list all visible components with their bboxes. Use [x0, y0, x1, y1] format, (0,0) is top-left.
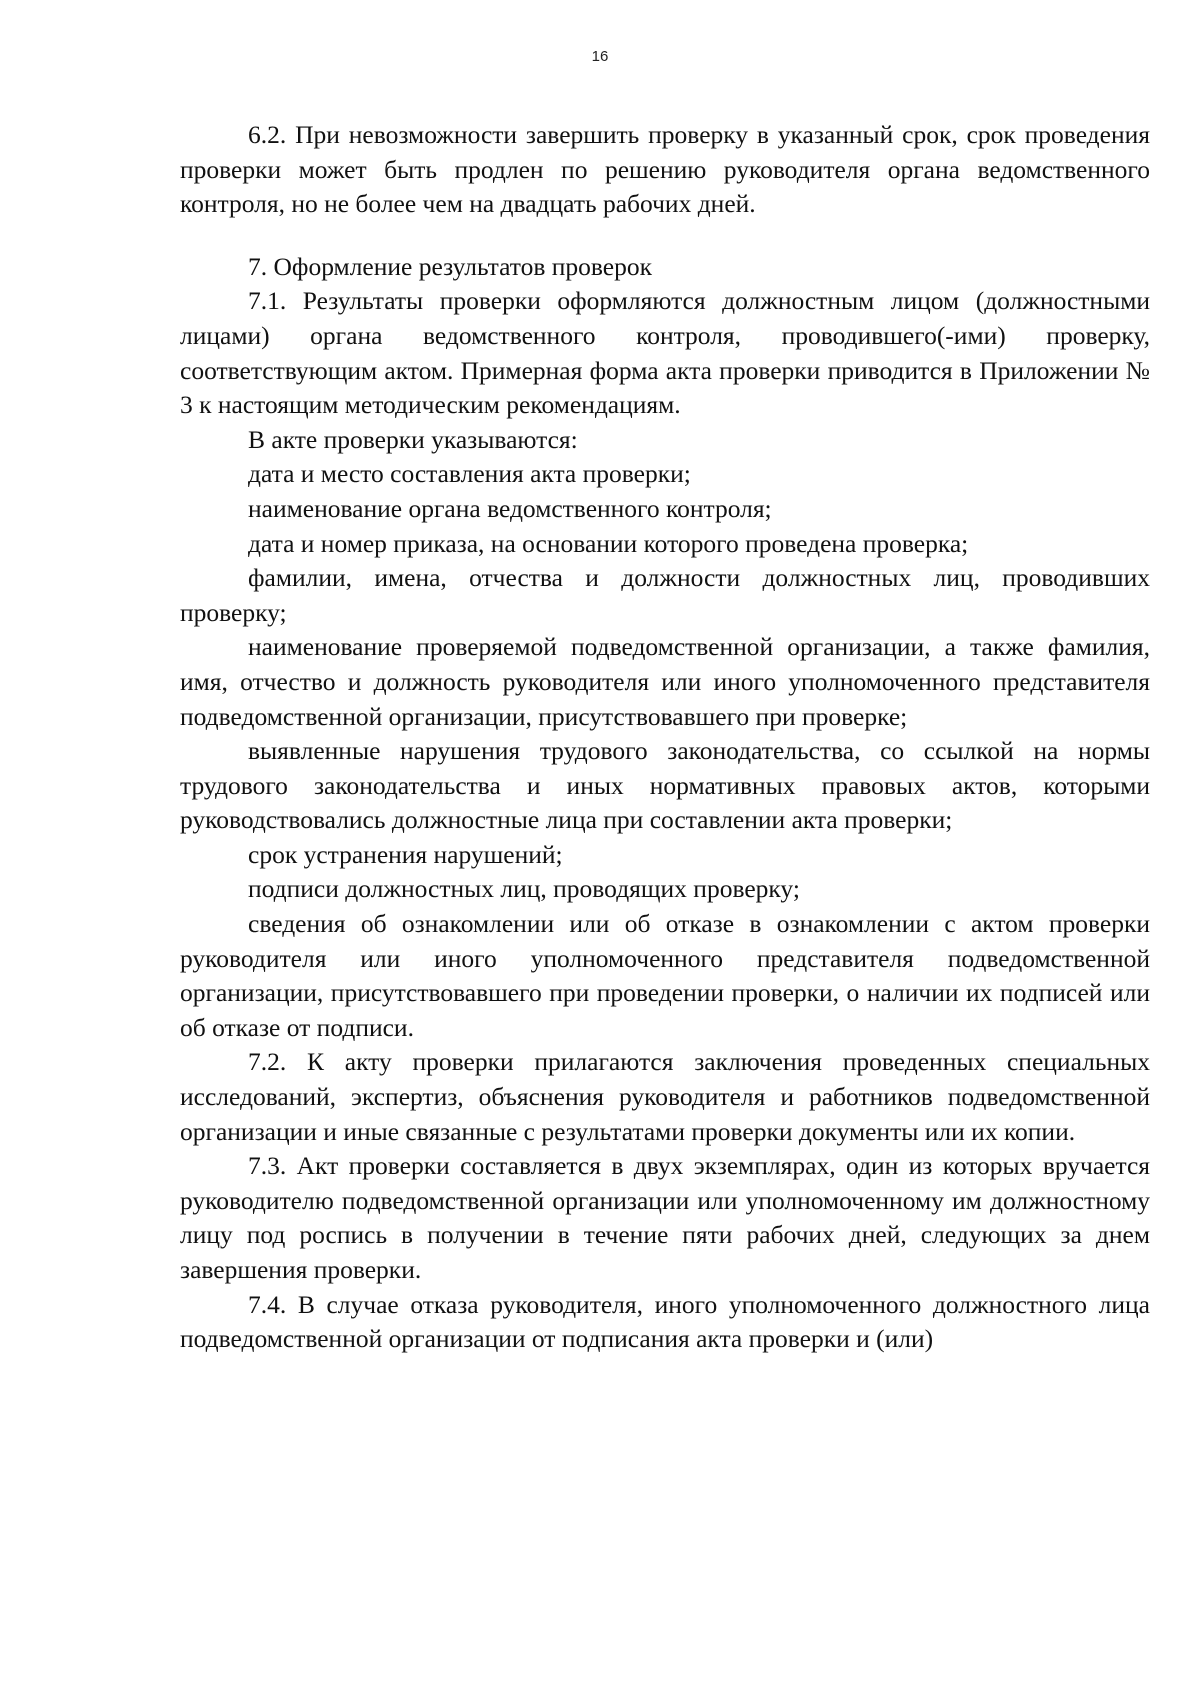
- list-item: срок устранения нарушений;: [248, 839, 563, 869]
- document-body: [180, 118, 1150, 1357]
- list-item: наименование проверяемой подведомственной организации, а также фамилия, имя, отчество и должность руководителя или иного уполномоченного представителя подведомственной организации, присутствовавшего при проверке;: [180, 632, 1150, 731]
- list-item: сведения об ознакомлении или об отказе в ознакомлении с актом проверки руководителя или иного уполномоченного представителя подведомственной организации, присутствовавшего при проведении проверки, о наличии их подписей или об отказе от подписи.: [180, 909, 1150, 1042]
- paragraph-6-2: 6.2. При невозможности завершить проверку в указанный срок, срок проведения проверки может быть продлен по решению руководителя органа ведомственного контроля, но не более чем на двадцать рабочих дней.: [180, 120, 1150, 219]
- list-item: фамилии, имена, отчества и должности должностных лиц, проводивших проверку;: [180, 563, 1150, 627]
- list-intro: В акте проверки указываются:: [248, 424, 578, 454]
- paragraph-7-4: 7.4. В случае отказа руководителя, иного уполномоченного должностного лица подведомственной организации от подписания акта проверки и (или): [180, 1289, 1150, 1354]
- paragraph-7-1: 7.1. Результаты проверки оформляются должностным лицом (должностными лицами) органа ведомственного контроля, проводившего(-ими) проверку, соответствующим актом. Примерная форма акта проверки приводится в Приложении № 3 к настоящим методическим рекомендациям.: [180, 286, 1150, 420]
- paragraph-7-2: 7.2. К акту проверки прилагаются заключения проведенных специальных исследований, экспертиз, объяснения руководителя и работников подведомственной организации и иные связанные с результатами проверки документы или их копии.: [180, 1047, 1150, 1146]
- list-item: наименование органа ведомственного контроля;: [248, 493, 772, 523]
- list-item: дата и номер приказа, на основании которого проведена проверка;: [248, 528, 969, 558]
- section-heading-7: 7. Оформление результатов проверок: [248, 251, 652, 281]
- list-item: выявленные нарушения трудового законодательства, со ссылкой на нормы трудового законодательства и иных нормативных правовых актов, которыми руководствовались должностные лица при составлении акта проверки;: [180, 736, 1150, 835]
- list-item: дата и место составления акта проверки;: [248, 459, 691, 489]
- page-number: 16: [591, 48, 609, 65]
- list-item: подписи должностных лиц, проводящих проверку;: [248, 874, 800, 904]
- paragraph-7-3: 7.3. Акт проверки составляется в двух экземплярах, один из которых вручается руководителю подведомственной организации или уполномоченному им должностному лицу под роспись в получении в течение пяти рабочих дней, следующих за днем завершения проверки.: [180, 1151, 1150, 1284]
